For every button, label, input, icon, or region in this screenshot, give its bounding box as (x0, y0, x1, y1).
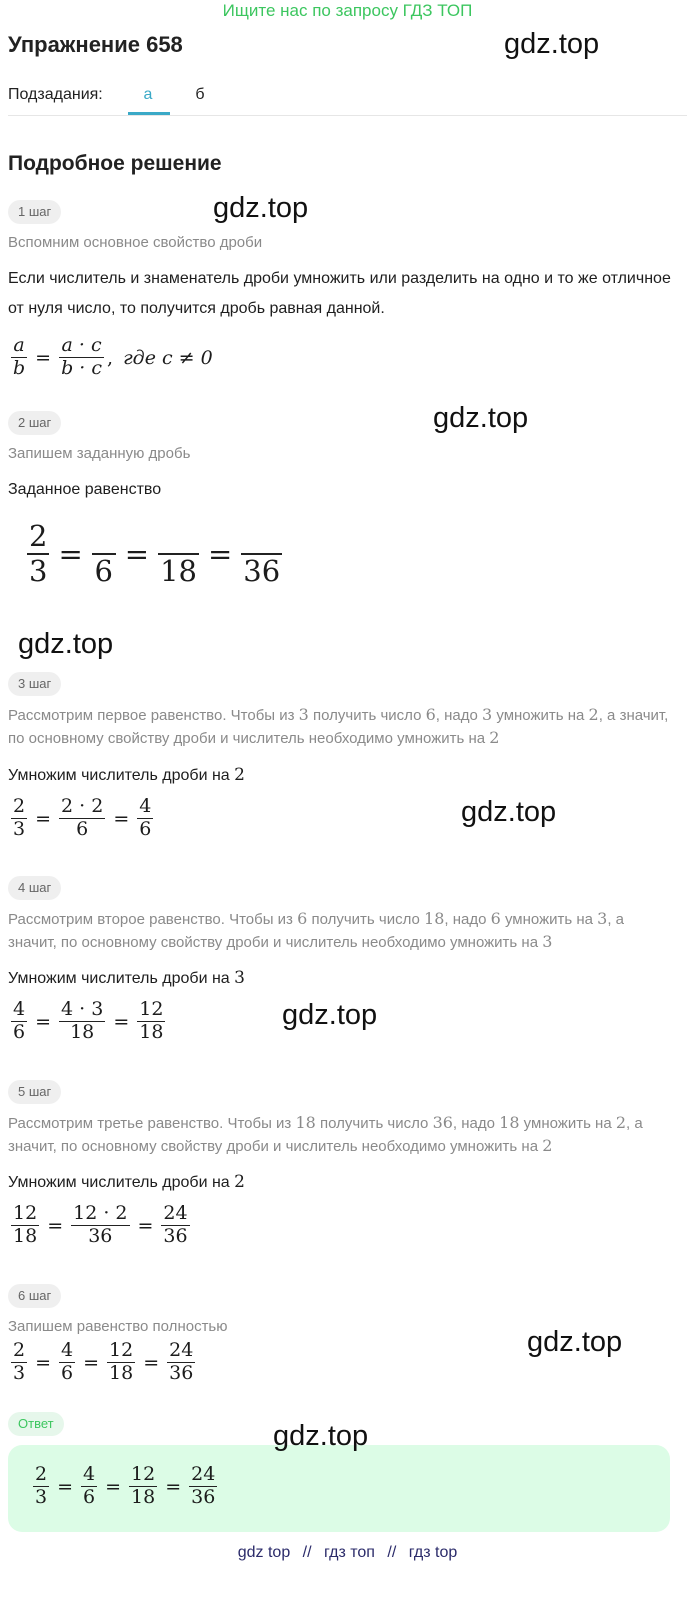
step-text: Умножим числитель дроби на 2 (8, 1172, 245, 1192)
step-hint: Запишем заданную дробь (8, 445, 191, 462)
denominator: 18 (70, 1021, 95, 1044)
denominator: b · c (61, 357, 103, 380)
numerator: 2 · 2 (61, 795, 104, 817)
denominator: 3 (29, 554, 48, 589)
numerator: 12 (13, 1202, 38, 1224)
denominator: 6 (139, 818, 152, 841)
numerator: 4 (13, 998, 26, 1020)
answer-badge: Ответ (8, 1412, 64, 1436)
step-badge: 5 шаг (8, 1080, 61, 1104)
blank-numerator (250, 521, 274, 553)
watermark: gdz.top (213, 192, 309, 224)
separator: // (387, 1544, 397, 1561)
fraction (241, 521, 282, 588)
numerator: 4 (83, 1463, 96, 1485)
footer-link[interactable]: гдз топ (324, 1544, 375, 1561)
subtasks-label: Подзадания: (8, 86, 103, 103)
denominator: 18 (109, 1362, 134, 1385)
step-badge: 6 шаг (8, 1284, 61, 1308)
numerator: a (13, 334, 25, 356)
page-title: Упражнение 658 (8, 32, 183, 57)
numerator: 2 (13, 795, 26, 817)
step-badge: 1 шаг (8, 200, 61, 224)
separator: // (302, 1544, 312, 1561)
denominator: 18 (139, 1021, 164, 1044)
denominator: b (13, 357, 26, 380)
step-hint: Рассмотрим третье равенство. Чтобы из 18 получить число 36, надо 18 умножить на 2, а значит, по основному свойству дроби и числитель необходимо умножить на 2 (8, 1113, 643, 1155)
promo-banner[interactable]: Ищите нас по запросу ГДЗ ТОП (222, 1, 473, 20)
denominator: 6 (61, 1362, 74, 1385)
footer-link[interactable]: gdz top (237, 1544, 291, 1561)
denominator: 18 (160, 553, 197, 588)
tab-subtask-a[interactable]: а (143, 86, 153, 103)
footer-link[interactable]: гдз top (408, 1544, 458, 1561)
denominator: 36 (163, 1225, 188, 1248)
numerator: 24 (169, 1339, 194, 1361)
watermark: gdz.top (433, 402, 529, 434)
fraction (158, 521, 199, 588)
denominator: 18 (131, 1486, 156, 1509)
condition: где c ≠ 0 (123, 346, 213, 369)
solution-heading: Подробное решение (8, 152, 222, 175)
numerator: 12 (131, 1463, 156, 1485)
denominator: 36 (169, 1362, 194, 1385)
numerator: 2 (29, 519, 48, 553)
footer-links (0, 1544, 695, 1562)
numerator: 4 (61, 1339, 74, 1361)
equals-sign: = (124, 537, 150, 572)
denominator: 36 (243, 553, 281, 588)
step-hint: Рассмотрим первое равенство. Чтобы из 3 получить число 6, надо 3 умножить на 2, а значит, по основному свойству дроби и числитель необходимо умножить на 2 (8, 705, 669, 747)
fraction (27, 520, 49, 589)
fraction (59, 335, 104, 380)
numerator: 4 (139, 795, 152, 817)
equals-sign: = (58, 537, 83, 572)
denominator: 3 (35, 1486, 48, 1509)
numerator: 24 (191, 1463, 216, 1485)
denominator: 6 (94, 553, 113, 588)
denominator: 36 (88, 1225, 113, 1248)
step-badge: 2 шаг (8, 411, 61, 435)
numerator: a · c (61, 334, 102, 356)
fraction (92, 521, 116, 588)
step-badge: 4 шаг (8, 876, 61, 900)
watermark: gdz.top (18, 628, 114, 660)
denominator: 6 (13, 1021, 26, 1044)
watermark: gdz.top (273, 1420, 369, 1452)
equals-sign: = (207, 537, 233, 572)
numerator: 12 (109, 1339, 134, 1361)
denominator: 18 (13, 1225, 38, 1248)
step-equation: $\frac{12}{18}$ = $\frac{12 \cdot 2}{36}$ = $\frac{24}{36}$ (13, 1202, 188, 1248)
step-text: Если числитель и знаменатель дроби умножить или разделить на одно и то же отличное от нуля число, то получится дробь равная данной. (8, 270, 671, 317)
watermark: gdz.top (461, 796, 557, 828)
step-hint: Вспомним основное свойство дроби (8, 234, 263, 251)
watermark: gdz.top (527, 1326, 623, 1358)
step-text: Заданное равенство (8, 481, 162, 498)
numerator: 24 (163, 1202, 188, 1224)
answer-equation: $\frac{2}{3}$ = $\frac{4}{6}$ = $\frac{12}{18}$ = $\frac{24}{36}$ (35, 1463, 216, 1509)
denominator: 3 (13, 818, 26, 841)
watermark: gdz.top (504, 28, 600, 60)
step-equation: $\frac{4}{6}$ = $\frac{4 \cdot 3}{18}$ = $\frac{12}{18}$ (13, 998, 164, 1044)
step-text: Умножим числитель дроби на 2 (8, 765, 245, 785)
watermark: gdz.top (282, 999, 378, 1031)
given-equation (24, 520, 285, 589)
tab-subtask-b[interactable]: б (195, 86, 205, 103)
denominator: 6 (76, 818, 89, 841)
denominator: 36 (191, 1486, 216, 1509)
step-text: Умножим числитель дроби на 3 (8, 968, 245, 988)
numerator: 12 · 2 (73, 1202, 128, 1224)
blank-numerator (92, 521, 116, 553)
equals-sign: = (35, 346, 52, 369)
comma: , (107, 346, 114, 369)
divider (8, 115, 687, 116)
denominator: 6 (83, 1486, 96, 1509)
numerator: 2 (35, 1463, 48, 1485)
step-equation: $\frac{2}{3}$ = $\frac{2 \cdot 2}{6}$ = $\frac{4}{6}$ (13, 795, 152, 841)
step-hint: Рассмотрим второе равенство. Чтобы из 6 получить число 18, надо 6 умножить на 3, а значит, по основному свойству дроби и числитель необходимо умножить на 3 (8, 909, 624, 951)
step-badge: 3 шаг (8, 672, 61, 696)
full-equation: $\frac{2}{3}$ = $\frac{4}{6}$ = $\frac{12}{18}$ = $\frac{24}{36}$ (13, 1339, 194, 1385)
numerator: 2 (13, 1339, 26, 1361)
property-formula (8, 335, 213, 380)
denominator: 3 (13, 1362, 26, 1385)
step-hint: Запишем равенство полностью (8, 1318, 228, 1335)
numerator: 4 · 3 (61, 998, 104, 1020)
numerator: 12 (139, 998, 164, 1020)
blank-numerator (167, 521, 191, 553)
fraction (11, 335, 27, 380)
